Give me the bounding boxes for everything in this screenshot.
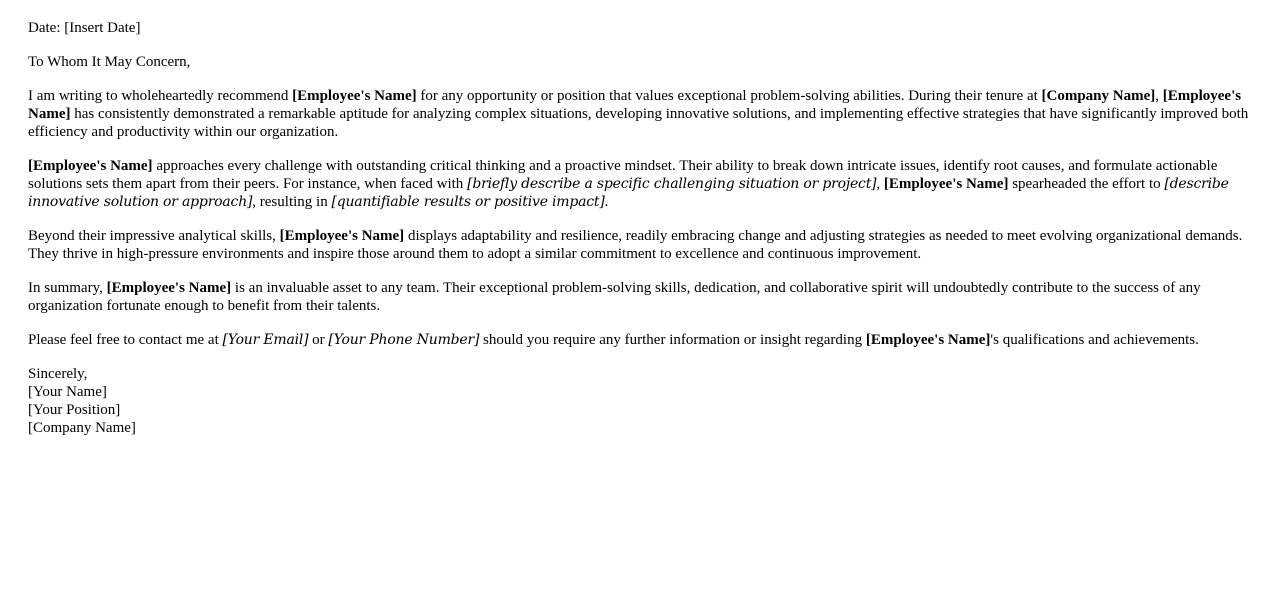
employee-name-placeholder: [Employee's Name] — [28, 158, 153, 174]
company-name-placeholder: [Company Name] — [1041, 88, 1156, 104]
text-segment: is an invaluable asset to any team. Their exceptional problem-solving skills, dedication, and collaborative spirit will undoubtedly contribute to the success of any organization fortunate enough to benefit from their talents. — [28, 280, 1201, 314]
employee-name-placeholder: [Employee's Name] — [292, 88, 417, 104]
text-segment: 's qualifications and achievements. — [990, 332, 1199, 348]
text-segment: displays adaptability and resilience, readily embracing change and adjusting strategies as needed to meet evolving organizational demands. They thrive in high-pressure environments and inspire those around them to adopt a similar commitment to excellence and continuous improvement. — [28, 228, 1243, 262]
text-segment: In summary, — [28, 280, 107, 296]
text-segment: I am writing to wholeheartedly recommend — [28, 88, 293, 104]
paragraph-summary — [28, 279, 1250, 315]
text-segment: Beyond their impressive analytical skills, — [28, 228, 280, 244]
text-segment: approaches every challenge with outstanding critical thinking and a proactive mindset. Their ability to break down intricate issues, identify root causes, and formulate actionable solutions sets them apart from their peers. For instance, when faced with — [28, 158, 1218, 192]
text-segment: Please feel free to contact me at — [28, 332, 223, 348]
text-segment: , resulting in — [252, 194, 332, 210]
paragraph-introduction — [28, 87, 1250, 141]
employee-name-placeholder: [Employee's Name] — [28, 88, 1242, 122]
text-segment: should you require any further information or insight regarding — [479, 332, 866, 348]
signer-position: [Your Position] — [28, 402, 121, 418]
signature-block — [28, 365, 1250, 437]
phone-number-placeholder: [Your Phone Number] — [328, 332, 480, 348]
signer-company: [Company Name] — [28, 420, 136, 436]
text-segment: or — [308, 332, 329, 348]
date-line: Date: [Insert Date] — [28, 20, 141, 36]
paragraph-contact — [28, 331, 1250, 349]
email-placeholder: [Your Email] — [222, 332, 309, 348]
text-segment: . — [604, 194, 609, 210]
paragraph-adaptability — [28, 227, 1250, 263]
solution-placeholder: [describe innovative solution or approach] — [28, 176, 1229, 210]
employee-name-placeholder: [Employee's Name] — [865, 332, 991, 348]
sign-off: Sincerely, — [28, 366, 88, 382]
employee-name-placeholder: [Employee's Name] — [106, 280, 232, 296]
text-segment: , — [876, 176, 884, 192]
text-segment: for any opportunity or position that values exceptional problem-solving abilities. During their tenure at — [416, 88, 1042, 104]
signer-name: [Your Name] — [28, 384, 107, 400]
employee-name-placeholder: [Employee's Name] — [279, 228, 405, 244]
paragraph-critical-thinking — [28, 157, 1250, 211]
salutation: To Whom It May Concern, — [28, 54, 191, 70]
employee-name-placeholder: [Employee's Name] — [883, 176, 1009, 192]
text-segment: spearheaded the effort to — [1008, 176, 1165, 192]
situation-placeholder: [briefly describe a specific challenging situation or project] — [467, 176, 877, 192]
text-segment: , — [1155, 88, 1163, 104]
text-segment: has consistently demonstrated a remarkable aptitude for analyzing complex situations, developing innovative solutions, and implementing effective strategies that have significantly improved both efficiency and productivity within our organization. — [28, 106, 1249, 140]
results-placeholder: [quantifiable results or positive impact] — [331, 194, 605, 210]
